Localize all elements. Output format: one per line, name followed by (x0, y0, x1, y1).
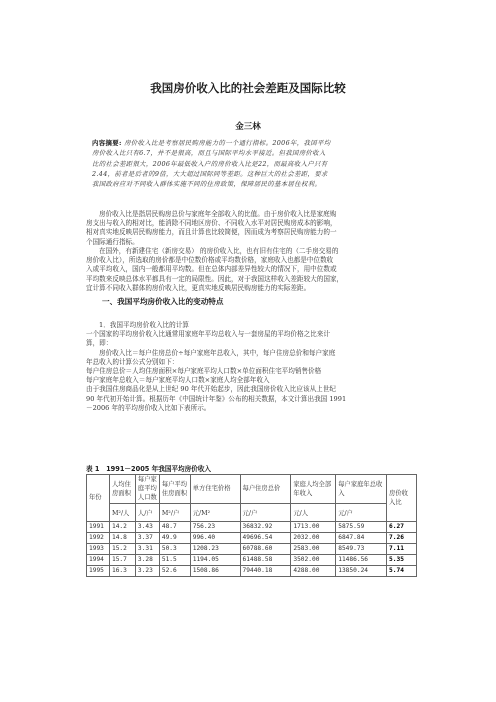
table-caption: 表 1 1991－2005 年我国平均房价收入 (86, 465, 212, 473)
table-cell: 3.43 (135, 521, 159, 532)
cell-ratio: 7.11 (387, 543, 417, 554)
table-cell: 61488.58 (240, 554, 291, 565)
table-cell: 15.2 (109, 543, 135, 554)
table-cell: 2583.00 (291, 543, 336, 554)
cell-ratio: 7.26 (387, 532, 417, 543)
table-cell: 13850.24 (336, 565, 387, 576)
cell-year: 1993 (87, 543, 110, 554)
table-header-row (87, 475, 417, 504)
table-cell: 51.5 (159, 554, 190, 565)
cell-ratio: 5.74 (387, 565, 417, 576)
unit-cell: 元/户 (336, 503, 387, 521)
intro-paragraph-2: 在国外，有新建住宅（新房交易） 的房价收入比，也有旧有住宅的（二手房交易的 房价收入比），所选取的房价都是中位数价格或平均数价格，家庭收入也都是中位数收 入或平均收入，国内一般都用平均数。但在总体内部差异性较大的情况下，用中位数或 平均数来反映总体水平都具有一定的局限性。因此，对于我国这样收入差距较大的国家， 宜计算不同收入群体的房价收入比，更真实地反映居民购房能力的实际差距。 (86, 247, 344, 292)
header-year: 年份 (87, 475, 110, 522)
abstract-line-4: 2.44，前者是后者的9倍，大大超过国际同等差距。这种巨大的社会差距，要求 (92, 169, 328, 178)
cell-year: 1992 (87, 532, 110, 543)
table-cell: 49.9 (159, 532, 190, 543)
table-cell: 14.8 (109, 532, 135, 543)
header-ratio: 房价收入比 (387, 475, 417, 522)
table-cell: 3.37 (135, 532, 159, 543)
table-cell: 3.23 (135, 565, 159, 576)
table-cell: 3.31 (135, 543, 159, 554)
cell-ratio: 6.27 (387, 521, 417, 532)
table-cell: 36832.92 (240, 521, 291, 532)
table-cell: 4288.00 (291, 565, 336, 576)
header-unit-price: 单方住宅价格 (190, 475, 240, 504)
table-row (87, 532, 417, 543)
unit-cell: M²/户 (159, 503, 190, 521)
table-row (87, 554, 417, 565)
cell-year: 1995 (87, 565, 110, 576)
header-people: 每户家庭平均人口数 (135, 475, 159, 504)
table-cell: 49696.54 (240, 532, 291, 543)
unit-cell: 元/人 (291, 503, 336, 521)
unit-cell: M²/人 (109, 503, 135, 521)
formula-house-price: 每户住房总价＝人均住房面积×每户家庭平均人口数×单位面积住宅平均销售价格 (86, 367, 322, 376)
table-cell: 2032.00 (291, 532, 336, 543)
abstract-line-2: 房价收入比只有6.7，并不是很高，而且与国际平均水平接近。但我国房价收入 (92, 149, 326, 158)
document-title: 我国房价收入比的社会差距及国际比较 (150, 81, 346, 95)
table-cell: 8549.73 (336, 543, 387, 554)
table-cell: 79440.18 (240, 565, 291, 576)
table-cell: 3.28 (135, 554, 159, 565)
table-row (87, 521, 417, 532)
section-body: 1．我国平均房价收入比的计算 一个国家的平均房价收入比通常用家庭年平均总收入与一套房屋的平均价格之比来计 算，即： 房价收入比＝每户住房总价÷每户家庭年总收入，其中，每户住房总价和每户家庭 年总收入的计算公式分别如下： 每户住房总价＝人均住房面积×每户家庭平均人口数×单位面积住宅平均销售价格 每户家庭年总收入＝每户家庭平均人口数×家庭人均全部年收入 由于我国住房商品化是从上世纪 90 年代开始起步，因此我国房价收入比应该从上世纪 90 年代初开始计算。根据历年《中国统计年鉴》公布的相关数据，本文计算出我国 1991 －2006 年的平均房价收入比如下表所示。 (86, 321, 416, 413)
table-cell: 16.3 (109, 565, 135, 576)
table-cell: 6847.84 (336, 532, 387, 543)
cell-year: 1994 (87, 554, 110, 565)
formula-income: 每户家庭年总收入＝每户家庭平均人口数×家庭人均全部年收入 (86, 376, 270, 385)
abstract-label: 内容摘要: (92, 139, 122, 147)
cell-year: 1991 (87, 521, 110, 532)
table-cell: 48.7 (159, 521, 190, 532)
unit-cell: 元/M² (190, 503, 240, 521)
abstract-line-3: 比的社会差距很大，2006年最低收入户的房价收入比是22，而最高收入户只有 (92, 159, 328, 168)
header-house-area: 每户平均住房面积 (159, 475, 190, 504)
header-house-price: 每户住房总价 (240, 475, 291, 504)
table-cell: 1508.86 (190, 565, 240, 576)
table-cell: 52.6 (159, 565, 190, 576)
table-cell: 756.23 (190, 521, 240, 532)
unit-cell: 人/户 (135, 503, 159, 521)
subsection-heading: 1．我国平均房价收入比的计算 (99, 321, 189, 329)
unit-cell: 元/户 (240, 503, 291, 521)
table-cell: 1194.05 (190, 554, 240, 565)
table-cell: 50.3 (159, 543, 190, 554)
table-cell: 1208.23 (190, 543, 240, 554)
table-cell: 11486.56 (336, 554, 387, 565)
abstract-line-1: 内容摘要: 房价收入比是考察居民购房能力的一个通行指标。2006年，我国平均 (92, 139, 331, 147)
cell-ratio: 5.35 (387, 554, 417, 565)
author-name: 金三林 (235, 122, 261, 132)
table-cell: 15.7 (109, 554, 135, 565)
intro-paragraph-1: 房价收入比是指居民购房总价与家庭年全部收入的比值。由于房价收入比是家庭购 房支出与收入的相对比，能消除不同地区房价、不同收入水平对居民购房成本的影响， 相对真实地反映居民购房能力，而且计算也比较简便，因而成为考察居民购房能力的一 个国际通行指标。 (86, 210, 337, 246)
header-income-household: 每户家庭年总收入 (336, 475, 387, 504)
table-cell: 14.2 (109, 521, 135, 532)
table-unit-row (87, 503, 417, 521)
table-cell: 996.40 (190, 532, 240, 543)
table-cell: 3502.00 (291, 554, 336, 565)
abstract-line-5: 我国政府应对不同收入群体实施不同的住房政策，保障居民的基本居住权利。 (92, 180, 322, 189)
table-cell: 1713.00 (291, 521, 336, 532)
section-heading: 一、我国平均房价收入比的变动特点 (102, 297, 224, 306)
table-row (87, 543, 417, 554)
abstract (92, 138, 422, 189)
header-income-per-capita: 家庭人均全部年收入 (291, 475, 336, 504)
price-income-table (86, 474, 417, 577)
table-cell: 60788.60 (240, 543, 291, 554)
table-cell: 5875.59 (336, 521, 387, 532)
table-row (87, 565, 417, 576)
header-area: 人均住房面积 (109, 475, 135, 504)
